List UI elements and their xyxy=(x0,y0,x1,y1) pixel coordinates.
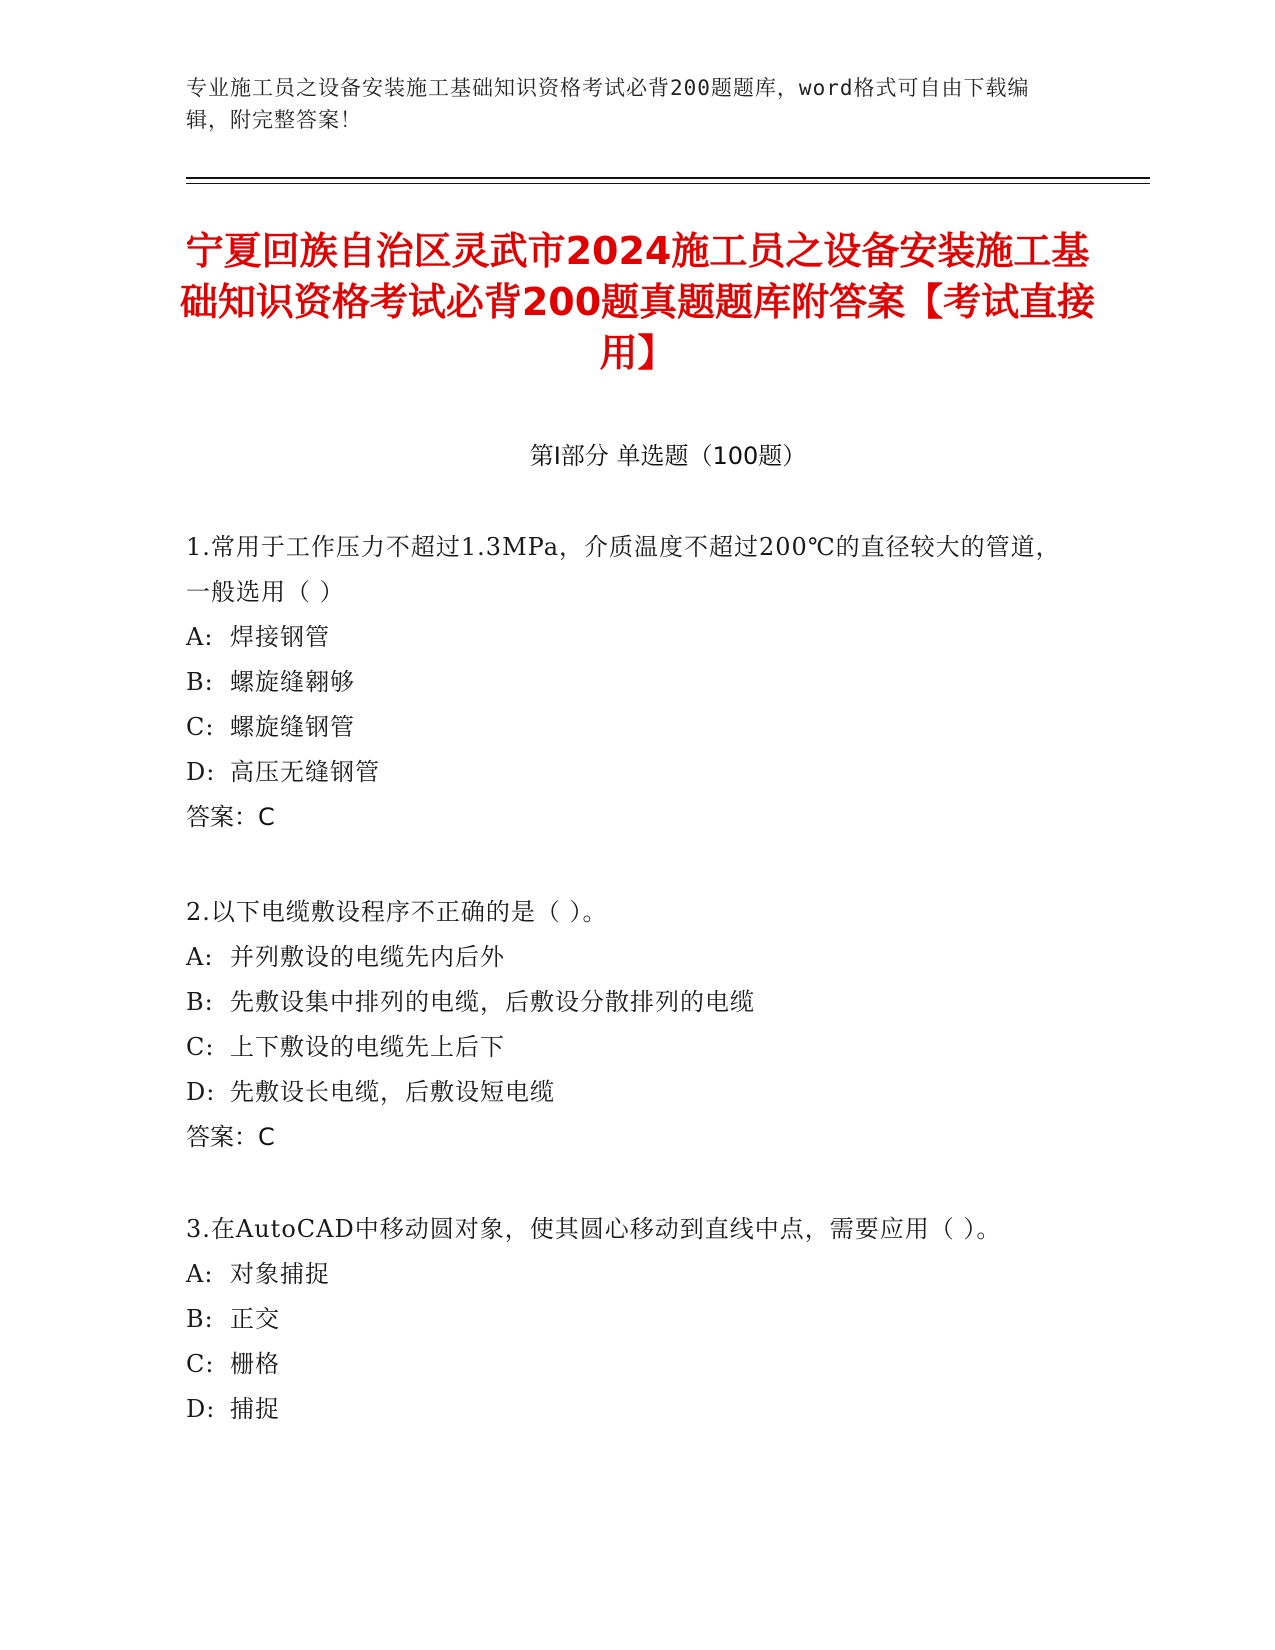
answer-line: 答案：C xyxy=(186,803,275,831)
option-a xyxy=(186,615,1066,660)
option-key: A: xyxy=(186,1260,214,1288)
option-text: 高压无缝钢管 xyxy=(230,758,380,786)
option-text: 上下敷设的电缆先上后下 xyxy=(230,1033,505,1061)
question-2 xyxy=(186,890,1066,1160)
question-stem: 1.常用于工作压力不超过1.3MPa，介质温度不超过200℃的直径较大的管道，一般选用（ ） xyxy=(186,533,1061,606)
option-text: 正交 xyxy=(230,1305,280,1333)
option-text: 先敷设集中排列的电缆，后敷设分散排列的电缆 xyxy=(230,988,755,1016)
option-key: C: xyxy=(186,1033,215,1061)
option-text: 捕捉 xyxy=(230,1395,280,1423)
question-stem: 3.在AutoCAD中移动圆对象，使其圆心移动到直线中点，需要应用（ ）。 xyxy=(186,1215,1002,1243)
option-key: D: xyxy=(186,758,216,786)
option-key: D: xyxy=(186,1078,216,1106)
header-divider-thin xyxy=(186,183,1150,184)
option-text: 焊接钢管 xyxy=(230,623,330,651)
option-c xyxy=(186,705,1066,750)
option-key: A: xyxy=(186,623,214,651)
header-note: 专业施工员之设备安装施工基础知识资格考试必背200题题库，word格式可自由下载编辑，附完整答案！ xyxy=(186,76,1030,132)
option-d xyxy=(186,750,1066,795)
option-text: 螺旋缝钢管 xyxy=(230,713,355,741)
option-text: 对象捕捉 xyxy=(230,1260,330,1288)
option-d xyxy=(186,1070,1066,1115)
option-c xyxy=(186,1342,1066,1387)
option-text: 先敷设长电缆，后敷设短电缆 xyxy=(230,1078,555,1106)
option-key: D: xyxy=(186,1395,216,1423)
question-1 xyxy=(186,525,1066,840)
option-d xyxy=(186,1387,1066,1432)
header-divider xyxy=(186,177,1150,179)
question-3 xyxy=(186,1207,1066,1432)
option-key: B: xyxy=(186,668,214,696)
option-b xyxy=(186,1297,1066,1342)
question-stem: 2.以下电缆敷设程序不正确的是（ ）。 xyxy=(186,898,608,926)
option-c xyxy=(186,1025,1066,1070)
option-key: B: xyxy=(186,1305,214,1333)
option-b xyxy=(186,660,1066,705)
option-key: B: xyxy=(186,988,214,1016)
option-a xyxy=(186,1252,1066,1297)
answer-line: 答案：C xyxy=(186,1123,275,1151)
option-key: C: xyxy=(186,713,215,741)
option-text: 并列敷设的电缆先内后外 xyxy=(230,943,505,971)
option-b xyxy=(186,980,1066,1025)
document-title: 宁夏回族自治区灵武市2024施工员之设备安装施工基础知识资格考试必背200题真题题库附答案【考试直接用】 xyxy=(179,229,1096,375)
option-text: 螺旋缝翱够 xyxy=(230,668,355,696)
option-text: 栅格 xyxy=(230,1350,280,1378)
option-key: A: xyxy=(186,943,214,971)
option-key: C: xyxy=(186,1350,215,1378)
option-a xyxy=(186,935,1066,980)
section-heading: 第Ⅰ部分 单选题（100题） xyxy=(529,442,807,470)
